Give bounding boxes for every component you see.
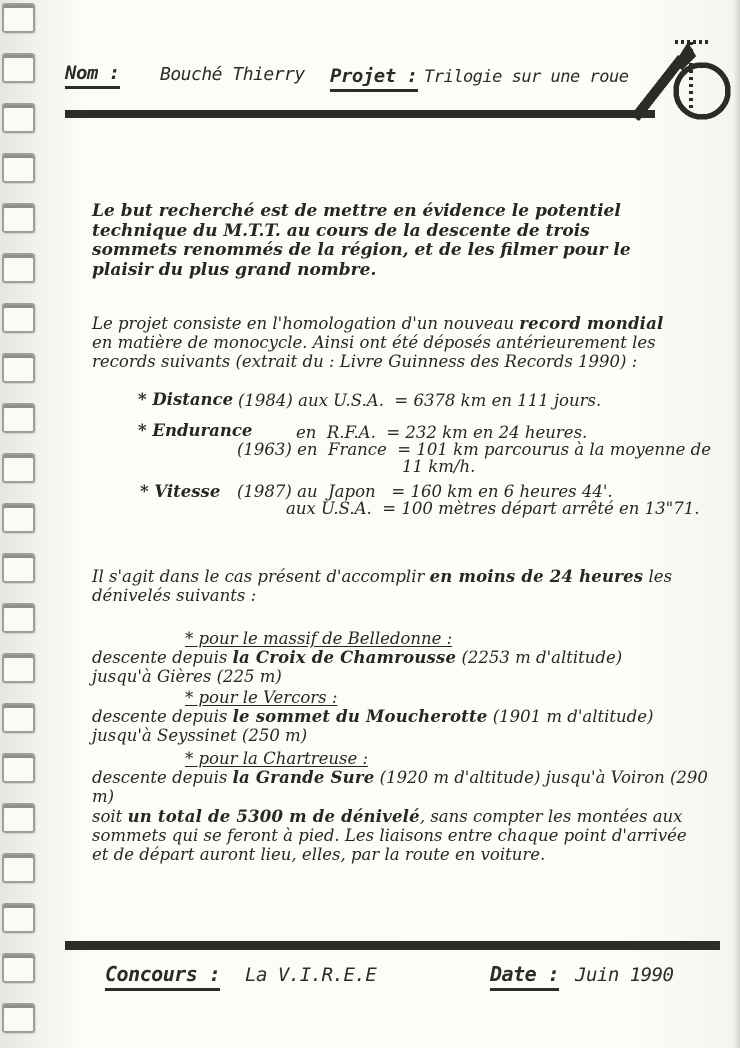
date-label: Date : [490,962,559,991]
record-endurance-value-3: 11 km/h. [402,457,476,476]
descent-chartreuse-body [92,768,714,806]
summary-text-post: , sans compter les montées aux sommets qui se feront à pied. Les liaisons entre chaque point d'arrivée et de départ auront lieu, elles, par la route en voiture. [92,807,687,864]
descent-chartreuse-heading: * pour la Chartreuse : [185,749,369,768]
descent-chartreuse-pre: descente depuis [92,768,233,787]
record-distance-value: (1984) aux U.S.A. = 6378 km en 111 jours. [238,391,602,410]
contest-value: La V.I.R.E.E [245,964,377,986]
descent-belledonne-heading: * pour le massif de Belledonne : [185,629,453,648]
record-endurance-value-2: (1963) en France = 101 km parcourus à la moyenne de [237,440,711,459]
spiral-binding [0,0,38,1048]
project-value: Trilogie sur une roue [424,67,629,87]
record-vitesse-value-2: aux U.S.A. = 100 mètres départ arrêté en 13"71. [286,499,700,518]
date-value: Juin 1990 [575,964,674,986]
unicycle-logo-icon [628,34,740,138]
descent-vercors-body [92,707,654,745]
descent-vercors-bold: le sommet du Moucherotte [232,707,488,726]
record-endurance-label: * Endurance [138,421,253,440]
descent-chartreuse-post: (1920 m d'altitude) jusqu'à Voiron (290 m) [92,768,708,806]
record-distance-label: * Distance [138,390,234,409]
intro-text-bold: record mondial [519,314,664,333]
contest-label: Concours : [105,962,220,991]
descent-vercors-pre: descente depuis [92,707,233,726]
descent-belledonne [92,629,684,686]
summary-text-bold: un total de 5300 m de dénivelé [127,807,420,826]
descent-vercors [92,688,654,745]
challenge-paragraph [92,567,698,605]
name-value: Bouché Thierry [160,64,305,85]
descent-chartreuse [92,749,714,806]
descent-belledonne-post: (2253 m d'altitude) jusqu'à Gières (225 m) [92,648,623,686]
name-label: Nom : [65,62,120,89]
intro-text-pre: Le projet consiste en l'homologation d'un nouveau [92,314,520,333]
descent-vercors-heading: * pour le Vercors : [185,688,338,707]
intro-paragraph [92,314,684,371]
summary-text-pre: soit [92,807,128,826]
header-rule [65,110,655,118]
project-label: Projet : [330,65,418,92]
descent-belledonne-pre: descente depuis [92,648,233,667]
descent-chartreuse-bold: la Grande Sure [232,768,375,787]
descent-belledonne-body [92,648,684,686]
challenge-text-bold: en moins de 24 heures [429,567,644,586]
footer-rule [65,941,720,950]
descent-vercors-post: (1901 m d'altitude) jusqu'à Seyssinet (250 m) [92,707,654,745]
challenge-text-pre: Il s'agit dans le cas présent d'accomplir [92,567,430,586]
intro-text-post: en matière de monocycle. Ainsi ont été déposés antérieurement les records suivants (extrait du : Livre Guinness des Records 1990) : [92,333,656,371]
objective-paragraph: Le but recherché est de mettre en évidence le potentiel technique du M.T.T. au cours de la descente de trois sommets renommés de la région, et de les filmer pour le plaisir du plus grand nombre. [92,201,631,280]
descent-belledonne-bold: la Croix de Chamrousse [232,648,457,667]
record-vitesse-label: * Vitesse [140,482,221,501]
record-vitesse-value-1: (1987) au Japon = 160 km en 6 heures 44'. [237,482,613,501]
record-endurance-value-1: en R.F.A. = 232 km en 24 heures. [296,423,588,442]
challenge-text-post: les dénivelés suivants : [92,567,673,605]
summary-paragraph [92,807,692,864]
